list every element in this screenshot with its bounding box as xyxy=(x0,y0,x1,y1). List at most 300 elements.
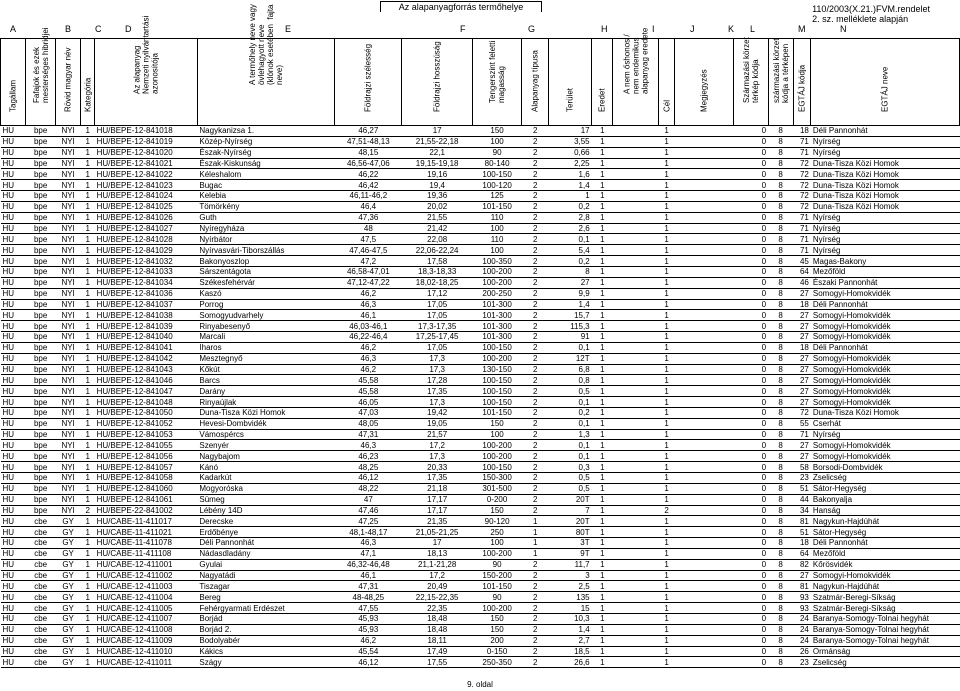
table-cell: 8 xyxy=(778,592,783,602)
table-cell: 8 xyxy=(778,354,783,364)
table-cell: 18,48 xyxy=(427,625,448,635)
table-cell xyxy=(613,147,659,158)
table-cell xyxy=(674,581,733,592)
table-cell: HU/BEPE-12-841047 xyxy=(96,386,173,396)
table-cell: NYI xyxy=(61,484,75,494)
table-cell: 0,2 xyxy=(578,256,590,266)
table-cell: bpe xyxy=(33,375,48,385)
table-cell: 71 xyxy=(799,245,809,255)
table-cell: bpe xyxy=(33,354,48,364)
table-cell xyxy=(613,234,659,245)
table-cell xyxy=(613,657,659,668)
column-letter: F xyxy=(460,24,466,34)
table-cell: 17,35 xyxy=(427,386,448,396)
table-cell: 101-300 xyxy=(482,332,512,342)
table-cell: HU/BEPE-12-841025 xyxy=(96,202,173,212)
table-cell xyxy=(674,310,733,321)
table-cell: 2 xyxy=(532,310,538,320)
table-cell: NYI xyxy=(61,169,75,179)
table-cell: HU xyxy=(2,202,15,212)
table-cell: 2 xyxy=(532,289,538,299)
table-cell: Nyírség xyxy=(812,137,841,147)
table-cell: Kákics xyxy=(199,646,223,656)
table-cell: 8 xyxy=(778,224,783,234)
table-cell: 45,58 xyxy=(358,386,379,396)
table-cell: HU/BEPE-12-841048 xyxy=(96,397,173,407)
table-cell: 125 xyxy=(490,191,504,201)
table-cell: Somogyi-Homokvidék xyxy=(812,321,891,331)
table-cell: 45,58 xyxy=(358,375,379,385)
table-cell: 8 xyxy=(778,310,783,320)
table-cell: 101-150 xyxy=(482,202,512,212)
table-cell: 1 xyxy=(664,451,669,461)
table-cell: 1 xyxy=(664,397,669,407)
table-cell: 47,5 xyxy=(360,234,377,244)
table-cell: 1 xyxy=(85,343,90,353)
table-cell xyxy=(613,646,659,657)
table-cell: 1 xyxy=(85,354,90,364)
table-cell: HU/CABE-12-411011 xyxy=(96,657,172,667)
table-cell: NYI xyxy=(61,354,75,364)
table-cell: 1 xyxy=(664,614,669,624)
table-cell: 101-150 xyxy=(482,408,512,418)
table-cell: 23 xyxy=(799,657,809,667)
table-cell: 150 xyxy=(490,614,504,624)
table-cell: 27 xyxy=(799,451,809,461)
table-cell: 8 xyxy=(778,245,783,255)
table-cell: 17,12 xyxy=(427,289,448,299)
table-cell: 2 xyxy=(532,191,538,201)
table-cell: 8 xyxy=(778,375,783,385)
table-cell: cbe xyxy=(34,657,48,667)
table-cell: Szenyér xyxy=(199,440,229,450)
table-cell: Északi Pannonhát xyxy=(812,278,878,288)
table-cell: 48,05 xyxy=(358,419,379,429)
table-cell: 6,8 xyxy=(578,364,590,374)
table-cell: Somogyi-Homokvidék xyxy=(812,386,891,396)
table-cell: HU xyxy=(2,191,15,201)
table-cell: 100-200 xyxy=(482,549,512,559)
table-cell: Bakonyoszlop xyxy=(199,256,250,266)
table-cell: Hanság xyxy=(812,505,841,515)
table-cell: 1,6 xyxy=(578,169,590,179)
table-cell xyxy=(613,310,659,321)
table-row xyxy=(1,245,960,256)
table-cell xyxy=(613,386,659,397)
table-cell: HU/BEPE-12-841040 xyxy=(96,332,173,342)
table-cell: NYI xyxy=(61,234,75,244)
table-cell: 46,27 xyxy=(358,126,379,136)
table-cell: 51 xyxy=(799,527,809,537)
table-cell: GY xyxy=(62,657,74,667)
table-cell xyxy=(613,505,659,516)
table-cell: HU xyxy=(2,646,15,656)
table-cell: 8 xyxy=(778,169,783,179)
table-cell: 17,58 xyxy=(427,256,448,266)
table-cell: 1 xyxy=(600,224,605,234)
table-cell: 2 xyxy=(532,364,538,374)
table-cell: 80T xyxy=(575,527,590,537)
table-cell: 46,2 xyxy=(360,343,377,353)
table-cell: 1 xyxy=(600,592,605,602)
table-cell: Ormánság xyxy=(812,646,851,656)
table-cell: 1,4 xyxy=(578,299,590,309)
table-cell: HU xyxy=(2,245,15,255)
table-cell: bpe xyxy=(33,408,48,418)
table-cell: 8 xyxy=(778,397,783,407)
table-cell: 1 xyxy=(85,657,90,667)
table-cell: Duna-Tisza Közi Homok xyxy=(199,408,286,418)
table-cell: 1 xyxy=(664,560,669,570)
table-cell: Nyírség xyxy=(812,224,841,234)
table-cell: 8 xyxy=(778,625,783,635)
table-cell: 1 xyxy=(664,224,669,234)
table-cell: 1 xyxy=(600,278,605,288)
table-cell: HU/BEPE-12-841057 xyxy=(96,462,173,472)
table-cell xyxy=(613,429,659,440)
table-cell: 3,55 xyxy=(574,137,590,147)
table-cell: 0 xyxy=(761,603,767,613)
table-cell: 1 xyxy=(600,354,605,364)
table-cell xyxy=(674,473,733,484)
table-cell: 46,11-46,2 xyxy=(349,191,388,201)
table-cell: 47,12-47,22 xyxy=(346,278,390,288)
table-cell: 0 xyxy=(761,451,767,461)
table-cell: 150 xyxy=(490,419,504,429)
table-cell: HU xyxy=(2,321,15,331)
table-cell: 0 xyxy=(761,148,767,158)
table-cell: HU/BEPE-12-841052 xyxy=(96,419,173,429)
table-cell: 2 xyxy=(532,169,538,179)
table-cell: bpe xyxy=(33,180,48,190)
table-cell: Duna-Tisza Közi Homok xyxy=(812,158,899,168)
table-cell: 46,3 xyxy=(360,538,377,548)
table-cell: 0 xyxy=(761,234,767,244)
table-cell xyxy=(674,126,733,137)
table-cell: 51 xyxy=(799,484,809,494)
table-cell: 100 xyxy=(490,430,504,440)
table-cell: 0-200 xyxy=(486,495,508,505)
table-cell: bpe xyxy=(33,299,48,309)
table-cell: 20T xyxy=(575,495,590,505)
table-cell: 18 xyxy=(799,126,809,136)
table-cell: HU xyxy=(2,603,15,613)
table-cell xyxy=(674,603,733,614)
table-cell: 1 xyxy=(600,495,605,505)
table-cell: cbe xyxy=(34,538,48,548)
table-cell xyxy=(674,245,733,256)
table-cell xyxy=(613,126,659,137)
table-cell: HU/BEPE-12-841039 xyxy=(96,321,173,331)
table-cell: HU xyxy=(2,440,15,450)
table-cell xyxy=(674,321,733,332)
column-header-label: Rövid magyar név xyxy=(63,47,73,112)
table-cell: 2 xyxy=(532,202,538,212)
table-cell: 1 xyxy=(664,527,669,537)
table-cell: 1 xyxy=(664,213,669,223)
table-cell: 24 xyxy=(799,636,809,646)
table-cell: HU xyxy=(2,224,15,234)
table-cell: 27 xyxy=(799,375,809,385)
table-cell: cbe xyxy=(34,516,48,526)
table-cell: 1 xyxy=(600,386,605,396)
table-row xyxy=(1,494,960,505)
table-cell: 1 xyxy=(532,538,538,548)
table-cell: 22,15-22,35 xyxy=(415,592,459,602)
table-cell xyxy=(613,613,659,624)
table-cell: GY xyxy=(62,636,74,646)
table-cell: cbe xyxy=(34,592,48,602)
table-cell: 0 xyxy=(761,560,767,570)
table-cell: Baranya-Somogy-Tolnai hegyhát xyxy=(812,625,929,635)
table-cell: Tiszagar xyxy=(199,581,230,591)
table-row xyxy=(1,375,960,386)
table-cell: 100-150 xyxy=(482,343,512,353)
table-cell: Bakonyalja xyxy=(812,495,853,505)
table-cell: 0 xyxy=(761,137,767,147)
table-row xyxy=(1,321,960,332)
table-cell: GY xyxy=(62,538,74,548)
table-cell: 20,33 xyxy=(427,462,448,472)
table-cell xyxy=(674,136,733,147)
table-cell: 2 xyxy=(532,180,538,190)
table-cell: 47 xyxy=(363,495,373,505)
table-cell: 90 xyxy=(492,592,502,602)
table-cell: bpe xyxy=(33,137,48,147)
regulation-line-1: 110/2003(X.21.)FVM.rendelet xyxy=(812,4,930,14)
table-cell: 250 xyxy=(490,527,504,537)
table-cell: 1 xyxy=(85,581,90,591)
table-cell: Mesztegnyő xyxy=(199,354,243,364)
table-cell: NYI xyxy=(61,408,75,418)
table-cell: 15,7 xyxy=(574,310,590,320)
table-cell: 1 xyxy=(600,571,605,581)
table-cell: HU xyxy=(2,213,15,223)
table-row xyxy=(1,310,960,321)
table-cell xyxy=(674,418,733,429)
table-cell: HU/BEPE-12-841038 xyxy=(96,310,173,320)
table-cell: Baranya-Somogy-Tolnai hegyhát xyxy=(812,614,929,624)
table-cell: 1 xyxy=(85,408,90,418)
table-cell: NYI xyxy=(61,180,75,190)
table-cell xyxy=(674,516,733,527)
table-cell: 1 xyxy=(600,126,605,136)
table-cell: Nádasdladány xyxy=(199,549,251,559)
table-cell: 1 xyxy=(600,419,605,429)
table-cell: 1 xyxy=(664,408,669,418)
top-center-title: Az alapanyagforrás termőhelye xyxy=(380,1,542,12)
table-cell: NYI xyxy=(61,158,75,168)
table-cell: 2 xyxy=(532,332,538,342)
table-cell: bpe xyxy=(33,419,48,429)
table-cell: 101-300 xyxy=(482,299,512,309)
table-cell: 27 xyxy=(799,571,809,581)
table-cell: 17,3-17,35 xyxy=(418,321,457,331)
table-cell xyxy=(613,245,659,256)
table-cell: 1 xyxy=(664,158,669,168)
table-cell xyxy=(674,505,733,516)
table-row xyxy=(1,451,960,462)
table-cell: 100-120 xyxy=(482,180,512,190)
table-cell: Nyírség xyxy=(812,234,841,244)
column-letter: D xyxy=(125,24,132,34)
table-cell xyxy=(674,158,733,169)
table-cell: 8 xyxy=(778,180,783,190)
table-row xyxy=(1,353,960,364)
column-letter: A xyxy=(10,24,17,34)
table-cell: 8 xyxy=(778,289,783,299)
table-cell: 17,3 xyxy=(429,354,445,364)
table-cell: HU/BEPE-12-841034 xyxy=(96,278,173,288)
table-cell: 27 xyxy=(799,321,809,331)
table-cell: HU xyxy=(2,419,15,429)
table-cell: 27 xyxy=(799,397,809,407)
table-cell xyxy=(613,635,659,646)
table-cell xyxy=(674,212,733,223)
table-cell: 47,46 xyxy=(358,505,379,515)
table-cell: HU xyxy=(2,408,15,418)
column-header-label: Alapanyag típusa xyxy=(530,50,540,112)
table-cell: Somogyi-Homokvidék xyxy=(812,451,891,461)
table-cell: 48,1-48,17 xyxy=(349,527,388,537)
table-row xyxy=(1,212,960,223)
table-cell: Kéleshalom xyxy=(199,169,242,179)
table-cell: 0 xyxy=(761,267,767,277)
table-cell: 19,15-19,18 xyxy=(415,158,459,168)
table-cell: bpe xyxy=(33,321,48,331)
table-cell: HU/CABE-12-411009 xyxy=(96,636,173,646)
table-cell: 8 xyxy=(778,430,783,440)
table-cell: 1 xyxy=(600,440,605,450)
table-cell: 1 xyxy=(85,321,90,331)
table-cell: 17,2 xyxy=(429,571,445,581)
table-cell: 100-150 xyxy=(482,169,512,179)
column-header xyxy=(81,39,95,126)
table-cell: HU xyxy=(2,571,15,581)
table-cell: Borjád 2. xyxy=(199,625,232,635)
table-cell: 18 xyxy=(799,538,809,548)
table-cell: Borsodi-Dombvidék xyxy=(812,462,883,472)
table-cell: HU xyxy=(2,310,15,320)
table-cell: 1 xyxy=(600,256,605,266)
table-cell: Kaszó xyxy=(199,289,222,299)
table-cell: 1 xyxy=(600,549,605,559)
table-cell: 17,3 xyxy=(429,397,445,407)
table-cell: 27 xyxy=(799,332,809,342)
table-cell: 1 xyxy=(85,310,90,320)
table-cell: 135 xyxy=(576,592,590,602)
table-cell: 100-200 xyxy=(482,440,512,450)
table-cell: 101-150 xyxy=(482,581,512,591)
table-cell: Duna-Tisza Közi Homok xyxy=(812,169,899,179)
table-cell: 2 xyxy=(532,234,538,244)
table-cell: 2 xyxy=(532,625,538,635)
table-cell: GY xyxy=(62,549,74,559)
table-cell xyxy=(674,169,733,180)
table-cell: 0,1 xyxy=(578,234,590,244)
table-cell xyxy=(674,180,733,191)
table-cell: 1 xyxy=(600,451,605,461)
table-cell: NYI xyxy=(61,224,75,234)
table-cell xyxy=(613,538,659,549)
table-cell: HU/BEPE-12-841043 xyxy=(96,364,173,374)
table-cell: HU xyxy=(2,462,15,472)
table-cell: 1 xyxy=(600,603,605,613)
table-cell xyxy=(674,635,733,646)
table-cell: Baranya-Somogy-Tolnai hegyhát xyxy=(812,636,929,646)
table-cell: 19,42 xyxy=(427,408,448,418)
table-cell: 110 xyxy=(490,213,504,223)
table-cell: 8 xyxy=(778,657,783,667)
table-cell: 18,3-18,33 xyxy=(418,267,457,277)
table-cell: 10,3 xyxy=(574,614,590,624)
table-cell: Nagykun-Hajdúhát xyxy=(812,516,880,526)
table-cell: 90-120 xyxy=(484,516,510,526)
column-header-label: Tagállam xyxy=(8,79,18,112)
table-cell: 27 xyxy=(799,386,809,396)
table-cell: 0 xyxy=(761,354,767,364)
table-cell: 1 xyxy=(85,386,90,396)
table-cell: 2 xyxy=(532,603,538,613)
table-cell: 0 xyxy=(761,419,767,429)
table-cell: 8 xyxy=(778,505,783,515)
table-cell: 0,5 xyxy=(578,484,590,494)
table-cell: 301-500 xyxy=(482,484,512,494)
table-row xyxy=(1,418,960,429)
table-cell: 2 xyxy=(532,581,538,591)
table-cell: 47,2 xyxy=(360,256,377,266)
table-cell: 45,54 xyxy=(358,646,379,656)
column-letter: K xyxy=(728,24,735,34)
table-cell: Somogyi-Homokvidék xyxy=(812,364,891,374)
table-cell: 45 xyxy=(799,256,809,266)
table-cell: HU/BEPE-12-841060 xyxy=(96,484,173,494)
table-cell: GY xyxy=(62,614,74,624)
table-cell: 45,93 xyxy=(358,614,379,624)
table-cell: 9T xyxy=(580,549,590,559)
table-cell: NYI xyxy=(61,137,75,147)
table-row xyxy=(1,277,960,288)
table-cell: 0-150 xyxy=(486,646,508,656)
table-cell: 250-350 xyxy=(482,657,512,667)
table-cell: 47,25 xyxy=(358,516,379,526)
table-cell: Nyírség xyxy=(812,430,841,440)
table-cell: HU/BEPE-12-841027 xyxy=(96,224,173,234)
table-cell: 8 xyxy=(778,321,783,331)
table-cell: 47,51-48,13 xyxy=(346,137,390,147)
table-cell: 1 xyxy=(600,169,605,179)
table-cell: HU/BEPE-12-841020 xyxy=(96,148,173,158)
table-cell: 100 xyxy=(490,538,504,548)
column-header xyxy=(1,39,26,126)
table-cell: 1 xyxy=(600,581,605,591)
table-cell: 0 xyxy=(761,310,767,320)
table-cell: 8 xyxy=(778,332,783,342)
table-cell: 64 xyxy=(799,549,809,559)
column-header-label: EGTÁJ kódja xyxy=(797,64,807,112)
table-cell xyxy=(613,407,659,418)
table-cell: 72 xyxy=(799,158,809,168)
table-cell: 1 xyxy=(85,419,90,429)
column-header xyxy=(402,39,473,126)
column-header xyxy=(473,39,522,126)
table-cell: 47,31 xyxy=(358,581,379,591)
table-row xyxy=(1,592,960,603)
table-cell xyxy=(613,603,659,614)
table-cell: GY xyxy=(62,603,74,613)
table-cell xyxy=(613,527,659,538)
table-cell: 17,28 xyxy=(427,375,448,385)
